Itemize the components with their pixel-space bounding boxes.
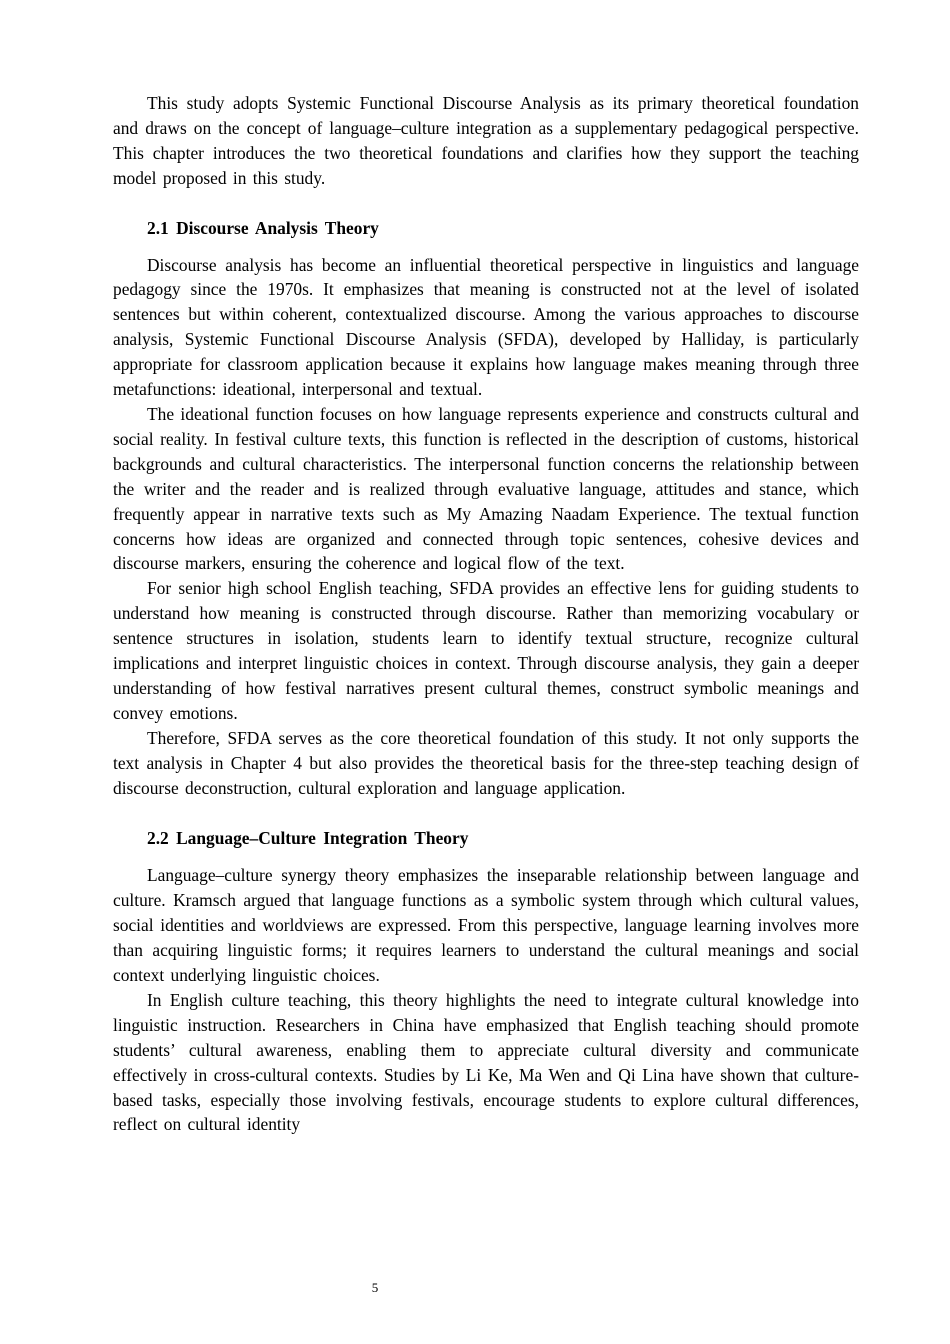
body-paragraph: The ideational function focuses on how language represents experience and constructs cultural and social reality. In festival culture texts, this function is reflected in the description of customs, historical backgrounds and cultural characteristics. The interpersonal function concerns the relationship between the writer and the reader and is realized through evaluative language, attitudes and stance, which frequently appear in narrative texts such as My Amazing Naadam Experience. The textual function concerns how ideas are organized and connected through topic sentences, cohesive devices and discourse markers, ensuring the coherence and logical flow of the text. xyxy=(113,403,859,574)
section-heading-2-2: 2.2 Language–Culture Integration Theory xyxy=(147,828,469,849)
body-paragraph: In English culture teaching, this theory highlights the need to integrate cultural knowledge into linguistic instruction. Researchers in China have emphasized that English teaching should promote students’ cultural awareness, enabling them to appreciate cultural diversity and communicate effectively in cross-cultural contexts. Studies by Li Ke, Ma Wen and Qi Lina have shown that culture-based tasks, especially those involving festivals, encourage students to explore cultural differences, reflect on cultural identity xyxy=(113,989,859,1135)
body-paragraph: Therefore, SFDA serves as the core theoretical foundation of this study. It not only supports the text analysis in Chapter 4 but also provides the theoretical basis for the three-step teaching design of discourse deconstruction, cultural exploration and language application. xyxy=(113,727,859,798)
document-page xyxy=(113,91,859,1137)
body-paragraph: Discourse analysis has become an influential theoretical perspective in linguistics and language pedagogy since the 1970s. It emphasizes that meaning is constructed not at the level of isolated sentences but within coherent, contextualized discourse. Among the various approaches to discourse analysis, Systemic Functional Discourse Analysis (SFDA), developed by Halliday, is particularly appropriate for classroom application because it explains how language makes meaning through three metafunctions: ideational, interpersonal and textual. xyxy=(113,254,859,400)
body-paragraph: Language–culture synergy theory emphasizes the inseparable relationship between language and culture. Kramsch argued that language functions as a symbolic system through which cultural values, social identities and worldviews are expressed. From this perspective, language learning involves more than acquiring linguistic forms; it requires learners to understand the cultural meanings and social context underlying linguistic choices. xyxy=(113,865,859,985)
page-number: 5 xyxy=(371,1280,379,1295)
section-heading-2-1: 2.1 Discourse Analysis Theory xyxy=(147,217,379,238)
intro-paragraph: This study adopts Systemic Functional Discourse Analysis as its primary theoretical foundation and draws on the concept of language–culture integration as a supplementary pedagogical perspective. This chapter introduces the two theoretical foundations and clarifies how they support the teaching model proposed in this study. xyxy=(113,93,859,188)
body-paragraph: For senior high school English teaching, SFDA provides an effective lens for guiding students to understand how meaning is constructed through discourse. Rather than memorizing vocabulary or sentence structures in isolation, students learn to identify textual structure, recognize cultural implications and interpret linguistic choices in context. Through discourse analysis, they gain a deeper understanding of how festival narratives present cultural themes, construct symbolic meanings and convey emotions. xyxy=(113,578,859,723)
